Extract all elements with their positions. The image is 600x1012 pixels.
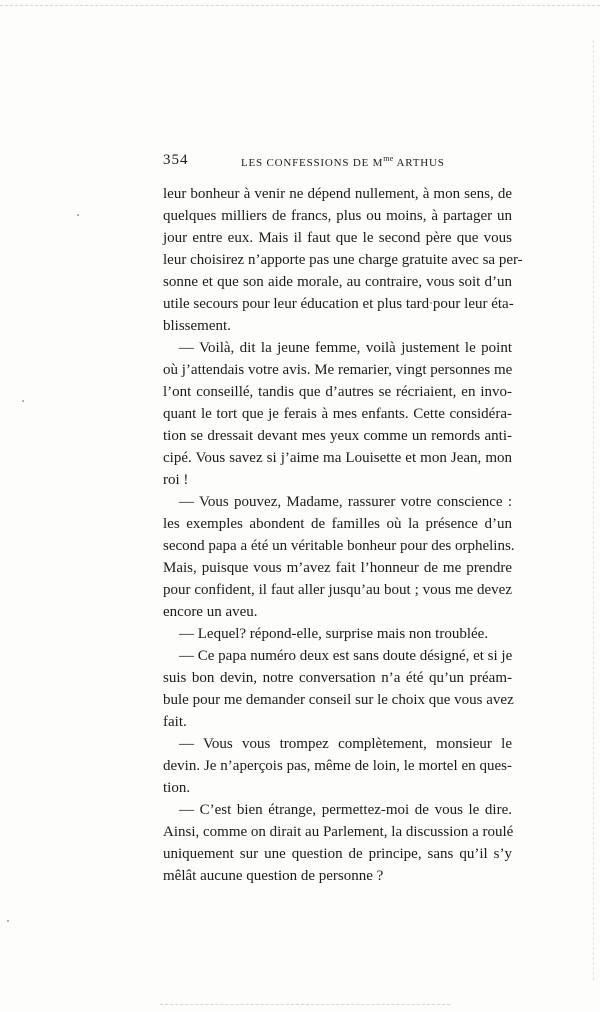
text-line: — C’est bien étrange, permettez-moi de vous le dire.: [179, 802, 512, 818]
text-line: — Lequel? répond-elle, surprise mais non troublée.: [179, 626, 489, 642]
paper-speck: [22, 400, 24, 402]
text-line: blissement.: [163, 318, 231, 334]
text-line: leur bonheur à venir ne dépend nullement, à mon sens, de: [163, 186, 512, 202]
text-line: les exemples abondent de familles où la présence d’un: [163, 516, 512, 532]
text-line: bule pour me demander conseil sur le choix que vous avez: [163, 692, 514, 708]
text-line: second papa a été un véritable bonheur pour des orphelins.: [163, 538, 515, 554]
running-title-superscript: me: [383, 154, 394, 163]
text-line: utile secours pour leur éducation et plus tard pour leur éta-: [163, 296, 514, 312]
text-line: pour confident, il faut aller jusqu’au bout ; vous me devez: [163, 582, 512, 598]
page-right-edge: [593, 40, 594, 980]
text-line: — Voilà, dit la jeune femme, voilà justement le point: [179, 340, 512, 356]
text-line: suis bon devin, notre conversation n’a été qu’un préam-: [163, 670, 512, 686]
text-line: — Vous vous trompez complètement, monsieur le: [179, 736, 512, 752]
text-line: quelques milliers de francs, plus ou moins, à partager un: [163, 208, 512, 224]
text-line: — Vous pouvez, Madame, rassurer votre conscience :: [179, 494, 512, 510]
page-bottom-edge: [160, 1004, 450, 1005]
text-line: jour entre eux. Mais il faut que le second père que vous: [163, 230, 512, 246]
text-line: tion se dressait devant mes yeux comme un remords anti-: [163, 428, 512, 444]
paper-speck: [7, 920, 9, 922]
text-line: Ainsi, comme on dirait au Parlement, la discussion a roulé: [163, 824, 514, 840]
running-title: [241, 154, 445, 169]
running-title-text: LES CONFESSIONS DE M: [241, 157, 384, 169]
text-line: uniquement sur une question de principe, sans qu’il s’y: [163, 846, 512, 862]
text-line: l’ont conseillé, tandis que d’autres se récriaient, en invo-: [163, 384, 512, 400]
text-line: où j’attendais votre avis. Me remarier, vingt personnes me: [163, 362, 513, 378]
running-title-end: ARTHUS: [396, 157, 445, 169]
text-line: Mais, puisque vous m’avez fait l’honneur de me prendre: [163, 560, 512, 576]
page-number: 354: [163, 152, 189, 168]
text-line: — Ce papa numéro deux est sans doute désigné, et si je: [179, 648, 513, 664]
paper-speck: [77, 214, 79, 216]
text-line: tion.: [163, 780, 191, 796]
page-body: [163, 183, 523, 887]
text-line: cipé. Vous savez si j’aime ma Louisette et mon Jean, mon: [163, 450, 512, 466]
text-line: fait.: [163, 714, 187, 730]
text-line: devin. Je n’aperçois pas, même de loin, le mortel en ques-: [163, 758, 512, 774]
running-header: [163, 151, 512, 173]
text-line: quant le tort que je ferais à mes enfants. Cette considéra-: [163, 406, 512, 422]
page-top-edge: [0, 5, 600, 6]
text-line: roi !: [163, 472, 189, 488]
text-line: sonne et que son aide morale, au contraire, vous soit d’un: [163, 274, 512, 290]
text-line: encore un aveu.: [163, 604, 258, 620]
text-line: mêlât aucune question de personne ?: [163, 868, 384, 884]
text-line: leur choisirez n’apporte pas une charge gratuite avec sa per-: [163, 252, 523, 268]
